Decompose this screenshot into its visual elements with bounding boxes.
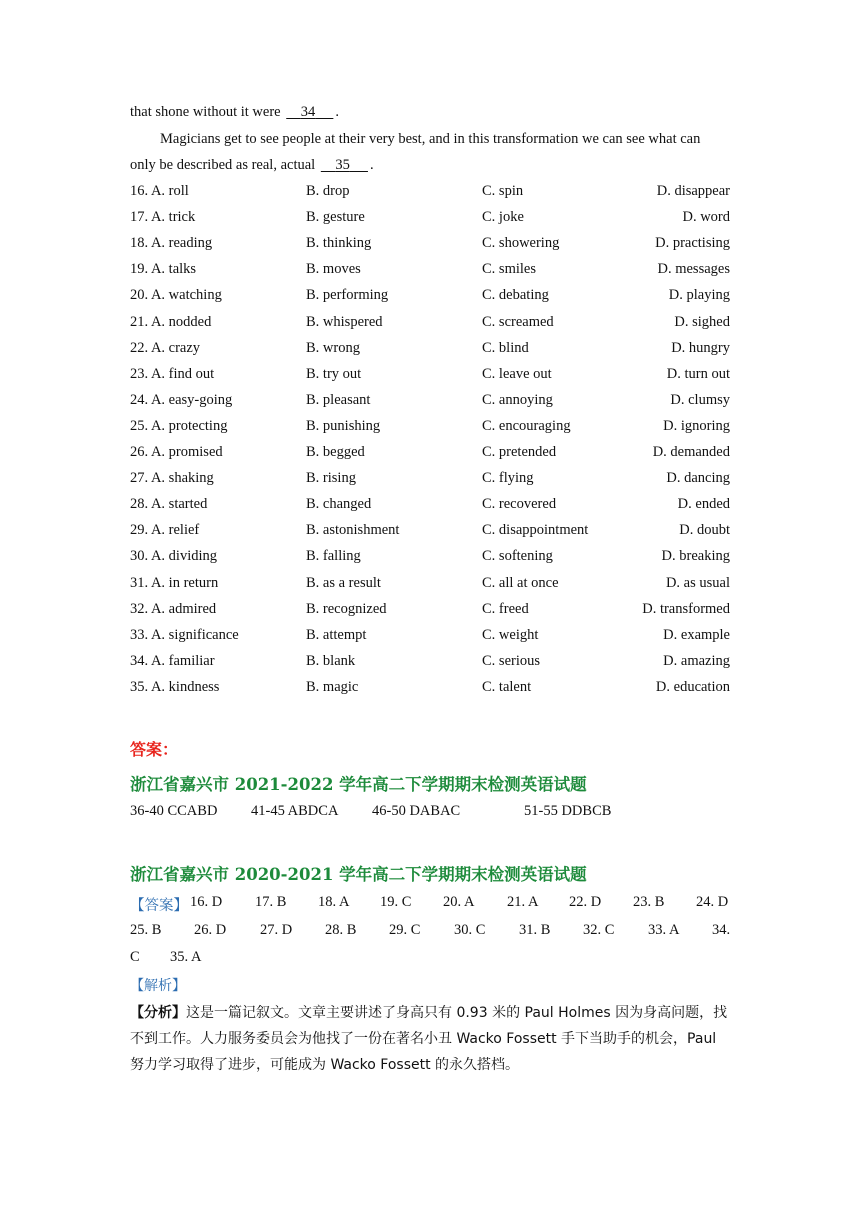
option-c: C. smiles: [482, 261, 536, 278]
option-b: B. changed: [306, 496, 372, 513]
option-d: D. playing: [668, 287, 730, 304]
option-d: D. disappear: [656, 183, 730, 199]
option-c: C. disappointment: [482, 522, 589, 539]
option-a: 22. A. crazy: [130, 339, 201, 356]
analysis-text: 这是一篇记叙文。文章主要讲述了身高只有 0.93 米的 Paul Holmes 因为身高问题，找不到工作。人力服务委员会为他找了一份在著名小丑 Wacko Fossett 手下当助手的机会，Paul 努力学习取得了进步，可能成为 Wacko Fossett 的永久搭档。: [130, 1005, 728, 1073]
option-b: B. performing: [306, 287, 389, 304]
option-row: [130, 261, 730, 281]
option-row: [130, 235, 730, 255]
option-c: C. debating: [482, 287, 549, 304]
option-a: 24. A. easy-going: [130, 391, 233, 408]
option-c: C. screamed: [482, 313, 554, 330]
option-a: 30. A. dividing: [130, 548, 218, 565]
option-row: [130, 418, 730, 438]
option-c: C. weight: [482, 626, 539, 643]
option-a: 21. A. nodded: [130, 313, 212, 330]
option-row: [130, 627, 730, 647]
answer-item: 25. B: [130, 922, 162, 938]
option-row: [130, 601, 730, 621]
analysis-tag: 【解析】: [130, 978, 186, 994]
option-a: 35. A. kindness: [130, 678, 220, 695]
option-c: C. blind: [482, 339, 529, 356]
option-a: 31. A. in return: [130, 574, 219, 591]
option-c: C. all at once: [482, 574, 559, 591]
option-b: B. drop: [306, 183, 350, 199]
option-c: C. serious: [482, 652, 540, 669]
answer-item: C: [130, 949, 140, 965]
passage-line-3: [130, 157, 374, 174]
option-b: B. wrong: [306, 339, 360, 356]
option-row: [130, 209, 730, 229]
option-b: B. recognized: [306, 600, 387, 617]
option-b: B. moves: [306, 261, 361, 278]
period: .: [369, 157, 374, 173]
key-group: 41-45 ABDCA: [251, 803, 339, 819]
answer-item: 17. B: [255, 894, 287, 910]
answer-item: 32. C: [583, 922, 615, 938]
option-row: [130, 496, 730, 516]
option-a: 32. A. admired: [130, 600, 217, 617]
answer-item: 29. C: [389, 922, 421, 938]
blank-34: [284, 104, 335, 121]
answer-tag: 【答案】: [130, 898, 188, 914]
option-a: 27. A. shaking: [130, 470, 214, 487]
option-d: D. practising: [655, 235, 730, 252]
option-row: [130, 548, 730, 568]
option-a: 23. A. find out: [130, 365, 215, 382]
answer-item: 20. A: [443, 894, 475, 910]
option-d: D. doubt: [679, 522, 730, 539]
answer-item: 21. A: [507, 894, 539, 910]
option-d: D. dancing: [666, 470, 730, 487]
option-d: D. turn out: [666, 365, 730, 382]
answer-item: 35. A: [170, 949, 202, 965]
option-d: D. messages: [657, 261, 730, 278]
option-c: C. leave out: [482, 365, 552, 382]
option-row: [130, 679, 730, 699]
option-d: D. amazing: [663, 652, 730, 669]
option-row: [130, 575, 730, 595]
option-row: [130, 653, 730, 673]
answer-item: 23. B: [633, 894, 665, 910]
option-a: 26. A. promised: [130, 444, 223, 460]
option-a: 28. A. started: [130, 496, 208, 513]
option-a: 20. A. watching: [130, 287, 222, 304]
option-a: 29. A. relief: [130, 522, 200, 539]
option-row: [130, 392, 730, 412]
option-row: [130, 470, 730, 490]
option-c: C. spin: [482, 183, 524, 199]
option-b: B. punishing: [306, 417, 381, 434]
passage-text: Magicians get to see people at their very best, and in this transformation we can see what can: [160, 131, 701, 147]
option-c: C. encouraging: [482, 417, 571, 434]
answers-heading: 答案：: [130, 740, 179, 759]
option-b: B. blank: [306, 652, 356, 669]
answer-item: 33. A: [648, 922, 680, 938]
option-a: 17. A. trick: [130, 209, 196, 226]
option-d: D. ended: [677, 496, 730, 513]
option-d: D. breaking: [661, 548, 730, 565]
option-c: C. talent: [482, 678, 532, 695]
option-d: D. hungry: [671, 339, 730, 356]
option-b: B. rising: [306, 470, 356, 487]
option-d: D. word: [682, 209, 730, 226]
option-d: D. as usual: [665, 574, 730, 591]
option-d: D. education: [655, 678, 730, 695]
option-b: B. try out: [306, 365, 362, 382]
option-b: B. begged: [306, 444, 365, 460]
option-d: D. sighed: [674, 313, 730, 330]
option-row: [130, 522, 730, 542]
option-d: D. ignoring: [663, 417, 730, 434]
option-row: [130, 366, 730, 386]
option-c: C. pretended: [482, 444, 557, 460]
option-a: 19. A. talks: [130, 261, 197, 278]
passage-line-1: [130, 104, 339, 121]
answer-item: 30. C: [454, 922, 486, 938]
answer-item: 22. D: [569, 894, 602, 910]
option-a: 25. A. protecting: [130, 417, 228, 434]
option-c: C. freed: [482, 600, 529, 617]
option-row: [130, 444, 730, 464]
section2-title: 浙江省嘉兴市 2020-2021 学年高二下学期期末检测英语试题: [130, 865, 587, 884]
option-a: 33. A. significance: [130, 626, 239, 643]
option-row: [130, 183, 730, 203]
option-b: B. as a result: [306, 574, 381, 591]
answer-item: 26. D: [194, 922, 227, 938]
period: .: [335, 104, 339, 120]
option-c: C. showering: [482, 235, 560, 252]
analysis-head: 【分析】: [130, 1005, 186, 1021]
answer-item: 34.: [712, 922, 731, 938]
blank-number: 34: [300, 104, 316, 120]
option-b: B. pleasant: [306, 391, 371, 408]
option-c: C. annoying: [482, 391, 553, 408]
option-c: C. flying: [482, 470, 534, 487]
option-d: D. clumsy: [670, 391, 730, 408]
option-b: B. astonishment: [306, 522, 400, 539]
key-group: 46-50 DABAC: [372, 803, 461, 819]
blank-number: 35: [335, 157, 350, 173]
answer-item: 31. B: [519, 922, 551, 938]
answer-item: 27. D: [260, 922, 293, 938]
section1-title: 浙江省嘉兴市 2021-2022 学年高二下学期期末检测英语试题: [130, 775, 587, 794]
option-d: D. example: [663, 626, 730, 643]
answer-item: 24. D: [696, 894, 729, 910]
option-d: D. demanded: [652, 444, 730, 460]
option-row: [130, 287, 730, 307]
option-c: C. recovered: [482, 496, 557, 513]
answer-item: 16. D: [190, 894, 223, 910]
option-a: 18. A. reading: [130, 235, 213, 252]
option-a: 16. A. roll: [130, 183, 189, 199]
option-c: C. softening: [482, 548, 553, 565]
option-b: B. gesture: [306, 209, 365, 226]
option-c: C. joke: [482, 209, 524, 226]
key-group: 51-55 DDBCB: [524, 803, 612, 819]
passage-text: that shone without it were: [130, 104, 285, 120]
answer-item: 28. B: [325, 922, 357, 938]
option-b: B. thinking: [306, 235, 372, 252]
option-b: B. whispered: [306, 313, 383, 330]
option-b: B. attempt: [306, 626, 367, 643]
option-a: 34. A. familiar: [130, 652, 215, 669]
option-b: B. falling: [306, 548, 361, 565]
passage-text: only be described as real, actual: [130, 157, 319, 173]
analysis-paragraph: [130, 1000, 730, 1078]
passage-line-2: [160, 131, 700, 148]
blank-35: [319, 157, 370, 174]
option-row: [130, 314, 730, 334]
answer-item: 18. A: [318, 894, 350, 910]
answer-item: 19. C: [380, 894, 412, 910]
option-d: D. transformed: [642, 600, 730, 617]
option-row: [130, 340, 730, 360]
option-b: B. magic: [306, 678, 359, 695]
key-group: 36-40 CCABD: [130, 803, 218, 819]
